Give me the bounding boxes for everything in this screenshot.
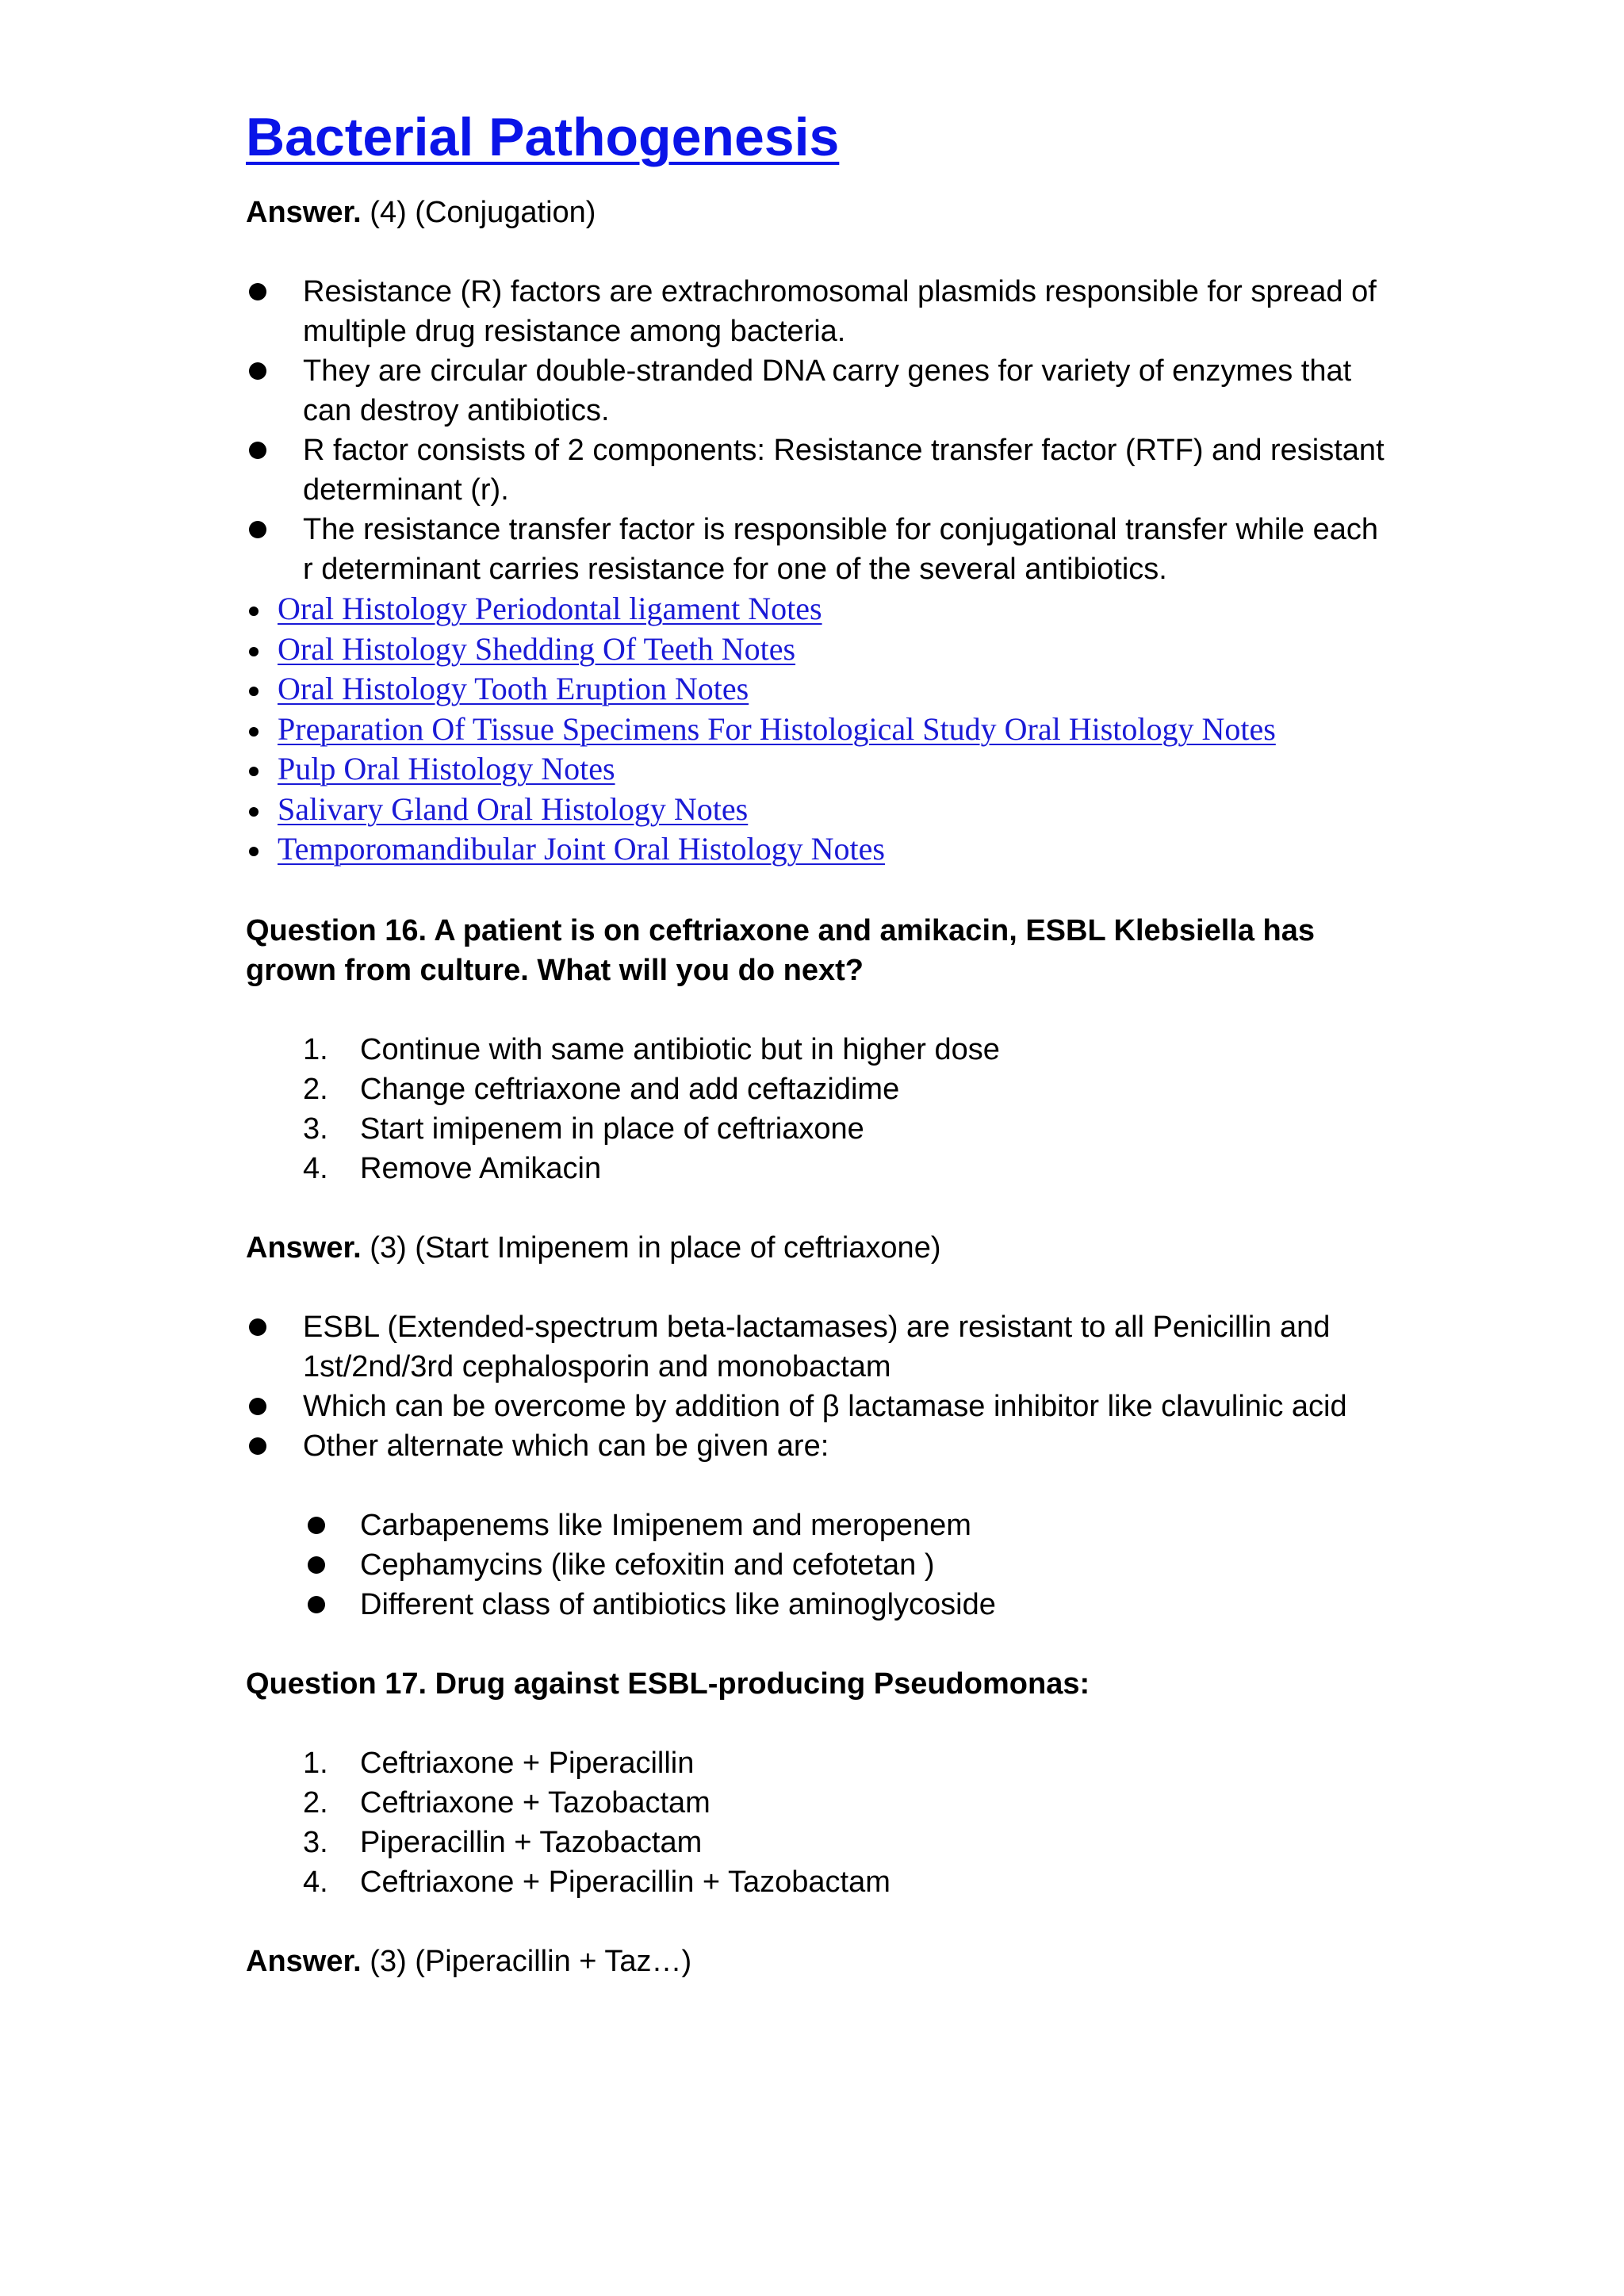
option-item: 1. Ceftriaxone + Piperacillin (303, 1746, 695, 1780)
list-item: Resistance (R) factors are extrachromosomal plasmids responsible for spread of multiple drug resistance among bacteria. (246, 272, 1388, 351)
option-item: 2. Change ceftriaxone and add ceftazidime (303, 1072, 900, 1106)
list-item: The resistance transfer factor is responsible for conjugational transfer while each r determinant carries resistance for one of the several antibiotics. (246, 510, 1388, 589)
option-item: 3. Start imipenem in place of ceftriaxone (303, 1112, 864, 1146)
bullet-icon (249, 767, 259, 776)
link-periodontal-ligament[interactable]: Oral Histology Periodontal ligament Notes (278, 591, 822, 626)
bullet-icon (249, 1318, 266, 1336)
list-item (246, 589, 1388, 629)
bullet-icon (308, 1596, 325, 1613)
bullet-icon (249, 607, 259, 616)
list-item (246, 669, 1388, 710)
option-item: 4. Remove Amikacin (303, 1151, 602, 1185)
option-item: 3. Piperacillin + Tazobactam (303, 1825, 703, 1859)
answer-text: (3) (Piperacillin + Taz…) (370, 1944, 692, 1978)
answer-q17 (246, 1942, 1388, 1981)
question-16: Question 16. A patient is on ceftriaxone and amikacin, ESBL Klebsiella has grown from culture. What will you do next? (246, 913, 1315, 987)
question-17: Question 17. Drug against ESBL-producing Pseudomonas: (246, 1667, 1090, 1701)
answer-label: Answer. (246, 1230, 362, 1265)
list-item: Cephamycins (like cefoxitin and cefotetan ) (246, 1545, 1388, 1585)
bullet-icon (249, 647, 259, 656)
bullet-icon (249, 283, 266, 300)
document-page (246, 99, 1388, 1981)
list-item: Other alternate which can be given are: (246, 1426, 1388, 1466)
option-item: 4. Ceftriaxone + Piperacillin + Tazobactam (303, 1865, 891, 1899)
link-tissue-specimens[interactable]: Preparation Of Tissue Specimens For Histological Study Oral Histology Notes (278, 710, 1276, 747)
link-temporomandibular-joint[interactable]: Temporomandibular Joint Oral Histology Notes (278, 831, 885, 867)
bullet-icon (249, 362, 266, 380)
list-item: Which can be overcome by addition of β lactamase inhibitor like clavulinic acid (246, 1387, 1388, 1426)
bullet-icon (249, 1398, 266, 1415)
bullet-icon (249, 807, 259, 817)
bullet-icon (249, 847, 259, 856)
link-salivary-gland[interactable]: Salivary Gland Oral Histology Notes (278, 790, 749, 827)
answer-label: Answer. (246, 1944, 362, 1978)
link-shedding-of-teeth[interactable]: Oral Histology Shedding Of Teeth Notes (278, 630, 796, 667)
bullet-icon (249, 442, 266, 459)
bullet-icon (249, 521, 266, 538)
list-item: ESBL (Extended-spectrum beta-lactamases) are resistant to all Penicillin and 1st/2nd/3rd cephalosporin and monobactam (246, 1307, 1388, 1387)
page-title[interactable]: Bacterial Pathogenesis (246, 107, 840, 167)
q16-options (246, 1030, 1388, 1188)
bullet-icon (249, 687, 259, 696)
list-item (246, 749, 1388, 790)
q17-options (246, 1743, 1388, 1902)
answer-text: (3) (Start Imipenem in place of ceftriaxone) (370, 1230, 941, 1265)
answer-label: Answer. (246, 196, 362, 229)
link-pulp[interactable]: Pulp Oral Histology Notes (278, 751, 615, 786)
option-item: 2. Ceftriaxone + Tazobactam (303, 1785, 710, 1820)
answer-text: (4) (Conjugation) (370, 196, 596, 229)
link-tooth-eruption[interactable]: Oral Histology Tooth Eruption Notes (278, 671, 749, 706)
bullet-icon (308, 1556, 325, 1574)
list-item: They are circular double-stranded DNA carry genes for variety of enzymes that can destroy antibiotics. (246, 351, 1388, 430)
list-item: Carbapenems like Imipenem and meropenem (246, 1506, 1388, 1545)
related-links-list (246, 589, 1388, 870)
bullet-icon (249, 727, 259, 737)
list-item (246, 629, 1388, 670)
list-item: R factor consists of 2 components: Resistance transfer factor (RTF) and resistant determinant (r). (246, 430, 1388, 510)
list-item (246, 710, 1388, 750)
list-item (246, 790, 1388, 830)
list-item: Different class of antibiotics like aminoglycoside (246, 1585, 1388, 1624)
bullet-icon (249, 1437, 266, 1455)
q16-sub-bullet-list (246, 1506, 1388, 1624)
answer-q15 (246, 193, 1388, 232)
list-item (246, 829, 1388, 870)
q16-bullet-list (246, 1307, 1388, 1466)
answer-q16 (246, 1228, 1388, 1268)
bullet-icon (308, 1517, 325, 1534)
option-item: 1. Continue with same antibiotic but in higher dose (303, 1032, 1000, 1066)
q15-bullet-list (246, 272, 1388, 589)
